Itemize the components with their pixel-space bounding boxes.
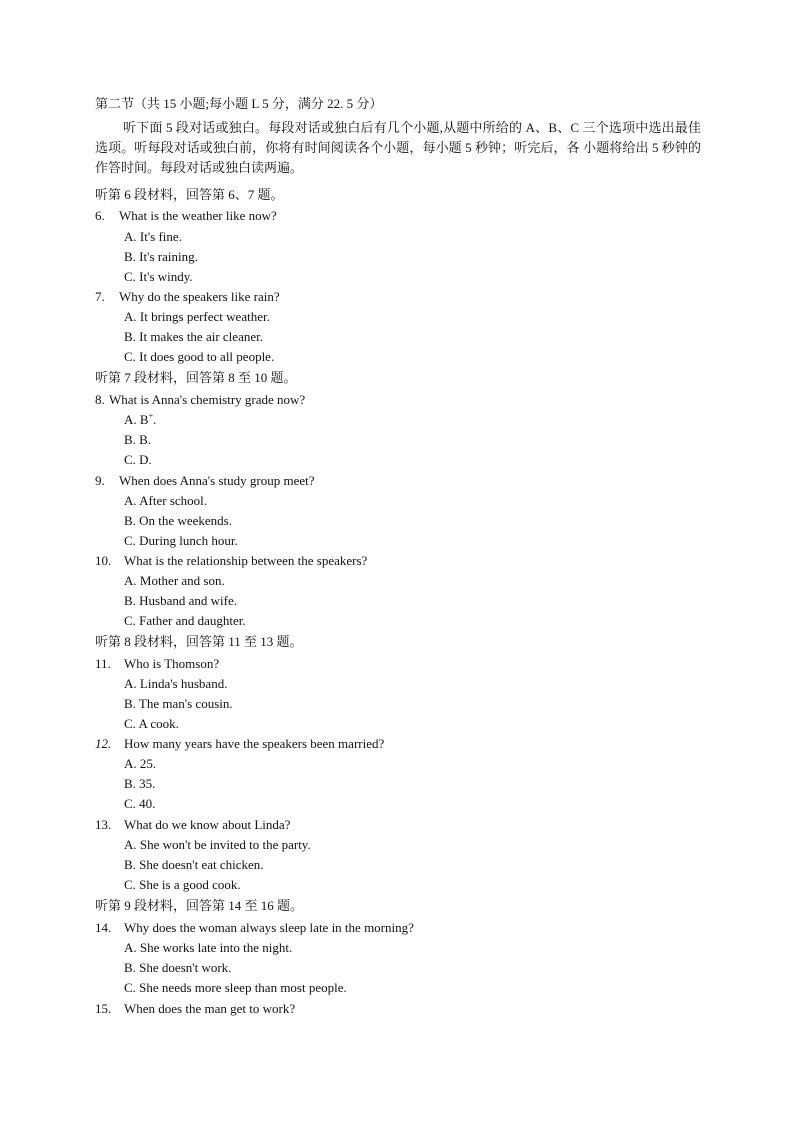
- option: C. It does good to all people.: [124, 349, 275, 364]
- question-text: When does Anna's study group meet?: [119, 473, 315, 488]
- option: C. During lunch hour.: [124, 533, 238, 548]
- question: [95, 208, 105, 224]
- question-number: 12.: [95, 736, 112, 751]
- option: B. She doesn't work.: [124, 960, 232, 975]
- question-text: Who is Thomson?: [124, 656, 220, 671]
- instructions-paragraph: 听下面 5 段对话或独白。每段对话或独白后有几个小题,从题中所给的 A、B、C 三个选项中选出最佳选项。听每段对话或独白前，你将有时间阅读各个小题，每小题 5 秒钟；听完后，各 小题将给出 5 秒钟的作答时间。每段对话或独白读两遍。: [95, 120, 701, 175]
- option: B. It makes the air cleaner.: [124, 329, 263, 344]
- question-number: 6.: [95, 208, 105, 223]
- question-text: When does the man get to work?: [124, 1001, 296, 1016]
- question-text: What is the relationship between the speakers?: [124, 553, 368, 568]
- option: A. She works late into the night.: [124, 940, 293, 955]
- option: B. On the weekends.: [124, 513, 232, 528]
- option: A. After school.: [124, 493, 208, 508]
- question-text: How many years have the speakers been married?: [124, 736, 385, 751]
- question-text: Why does the woman always sleep late in the morning?: [124, 920, 414, 935]
- option: C. It's windy.: [124, 269, 193, 284]
- question-text: What do we know about Linda?: [124, 817, 291, 832]
- question-number: 8.: [95, 392, 105, 407]
- option: B. 35.: [124, 776, 156, 791]
- question-number: 13.: [95, 817, 112, 832]
- option: A. Mother and son.: [124, 573, 225, 588]
- option: A. It's fine.: [124, 229, 182, 244]
- group-intro: 听第 9 段材料，回答第 14 至 16 题。: [95, 898, 304, 913]
- group-intro: 听第 8 段材料，回答第 11 至 13 题。: [95, 634, 303, 649]
- option: A. It brings perfect weather.: [124, 309, 270, 324]
- option: B. She doesn't eat chicken.: [124, 857, 264, 872]
- option: C. She is a good cook.: [124, 877, 241, 892]
- question-number: 7.: [95, 289, 105, 304]
- question-number: 11.: [95, 656, 111, 671]
- option: C. A cook.: [124, 716, 179, 731]
- question-text: Why do the speakers like rain?: [119, 289, 280, 304]
- option: C. Father and daughter.: [124, 613, 246, 628]
- option: B. The man's cousin.: [124, 696, 233, 711]
- option: B. It's raining.: [124, 249, 198, 264]
- question-text: What is the weather like now?: [119, 208, 277, 223]
- option: A. 25.: [124, 756, 157, 771]
- option: C. D.: [124, 452, 152, 467]
- group-intro: 听第 7 段材料，回答第 8 至 10 题。: [95, 370, 297, 385]
- option: A. B+.: [124, 411, 157, 427]
- option: C. She needs more sleep than most people.: [124, 980, 347, 995]
- question-number: 14.: [95, 920, 112, 935]
- question-number: 9.: [95, 473, 105, 488]
- option: A. Linda's husband.: [124, 676, 228, 691]
- question-number: 15.: [95, 1001, 112, 1016]
- group-intro: 听第 6 段材料，回答第 6、7 题。: [95, 187, 284, 202]
- section-header: 第二节（共 15 小题;每小题 L 5 分，满分 22. 5 分）: [95, 96, 383, 111]
- option: A. She won't be invited to the party.: [124, 837, 311, 852]
- option: B. B.: [124, 432, 152, 447]
- option: B. Husband and wife.: [124, 593, 238, 608]
- question-number: 10.: [95, 553, 112, 568]
- option: C. 40.: [124, 796, 156, 811]
- question-text: What is Anna's chemistry grade now?: [109, 392, 306, 407]
